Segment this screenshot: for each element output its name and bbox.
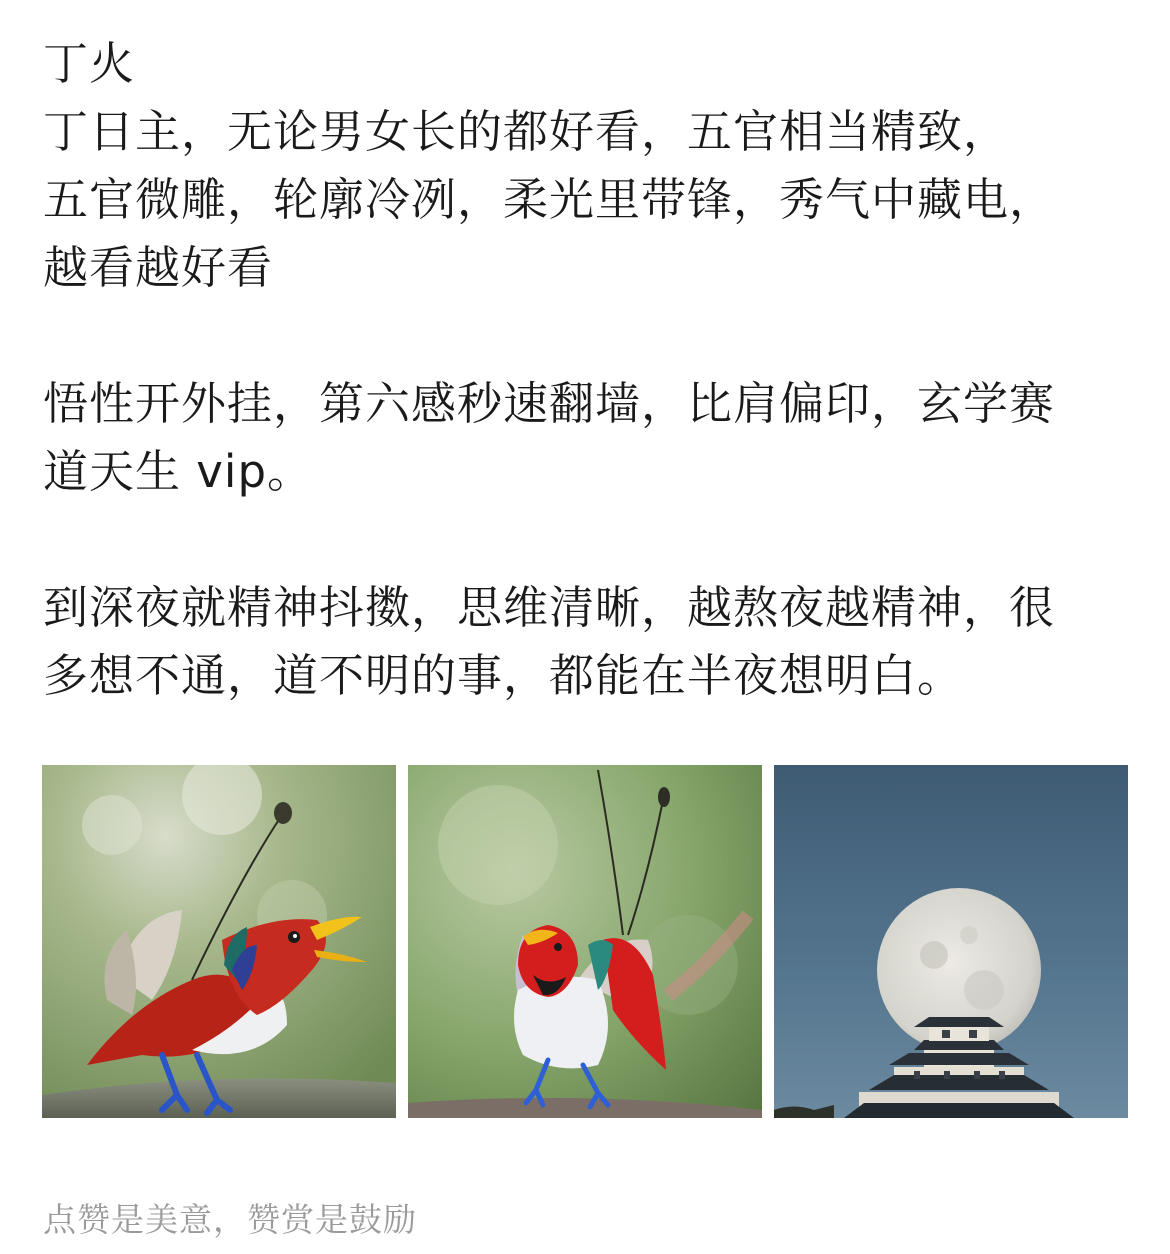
bird-photo-1[interactable] [42,765,396,1118]
paragraph-3 [43,574,1133,710]
text-line: 五官微雕，轮廓冷冽，柔光里带锋，秀气中藏电， [43,173,1056,226]
bird-display-image [408,765,762,1118]
text-line: 丁火 [43,37,136,90]
text-line: 到深夜就精神抖擞，思维清晰，越熬夜越精神，很 [43,581,1056,634]
text-line: 越看越好看 [43,241,274,294]
image-gallery [42,765,1128,1118]
text-line: 丁日主，无论男女长的都好看，五官相当精致， [43,105,1010,158]
text-line: 道天生 vip。 [43,445,314,498]
text-line: 悟性开外挂，第六感秒速翻墙，比肩偏印，玄学赛 [43,377,1056,430]
bird-side-image [42,765,396,1118]
text-line: 多想不通，道不明的事，都能在半夜想明白。 [43,649,964,702]
bird-photo-2[interactable] [408,765,762,1118]
appreciation-note: 点赞是美意，赞赏是鼓励 [43,1200,417,1239]
post-body [43,30,1133,710]
paragraph-2 [43,370,1133,506]
moon-castle-photo[interactable] [774,765,1128,1118]
moon-castle-image [774,765,1128,1118]
paragraph-1 [43,30,1133,302]
paragraph-spacer [43,506,1133,574]
paragraph-spacer [43,302,1133,370]
